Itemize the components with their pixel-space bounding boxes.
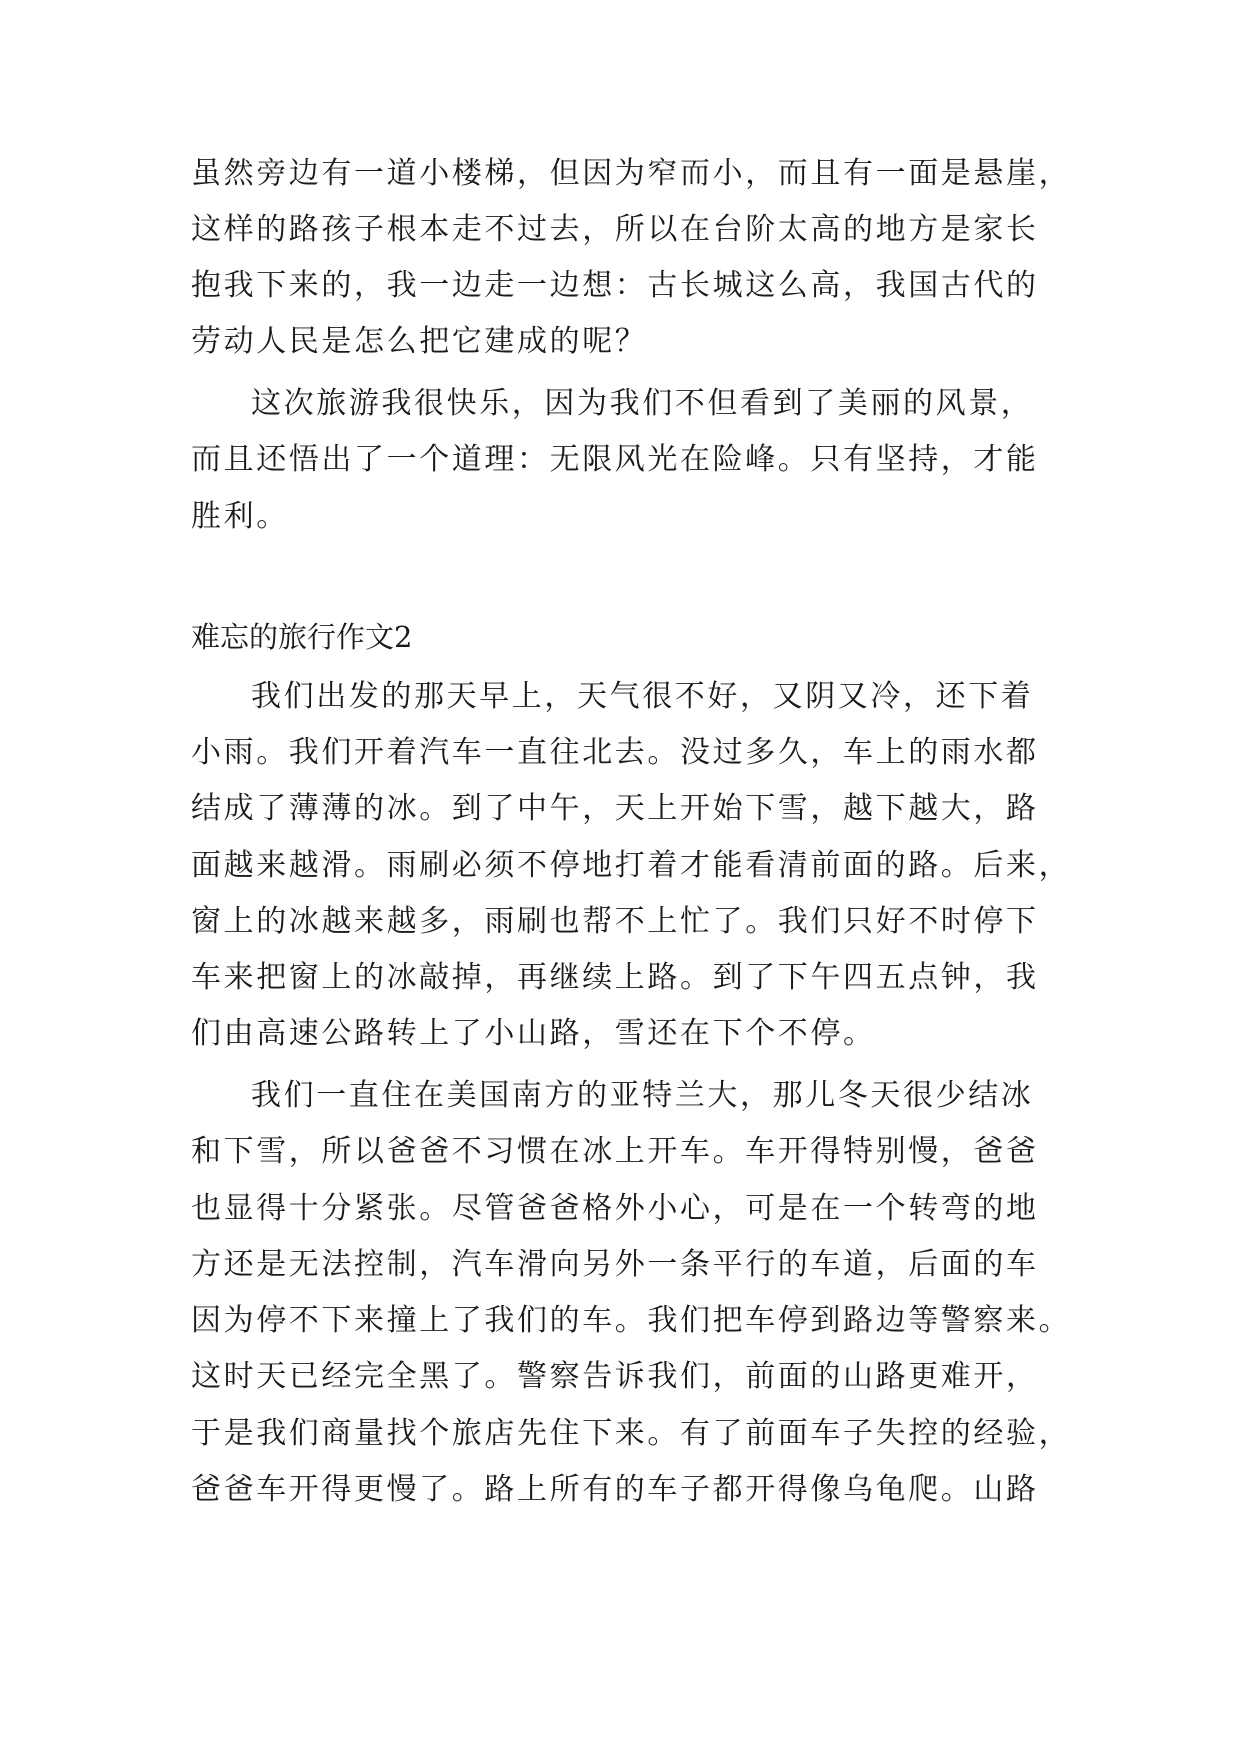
text-line: 小雨。我们开着汽车一直往北去。没过多久，车上的雨水都 bbox=[191, 735, 1039, 770]
text-line: 这时天已经完全黑了。警察告诉我们，前面的山路更难开， bbox=[191, 1359, 1039, 1394]
text-line: 劳动人民是怎么把它建成的呢？ bbox=[191, 324, 648, 359]
paragraph-first-line: 这次旅游我很快乐，因为我们不但看到了美丽的风景， bbox=[251, 386, 1034, 421]
text-line: 和下雪，所以爸爸不习惯在冰上开车。车开得特别慢，爸爸 bbox=[191, 1134, 1039, 1169]
text-line: 虽然旁边有一道小楼梯，但因为窄而小，而且有一面是悬崖， bbox=[191, 156, 1072, 191]
text-line: 抱我下来的，我一边走一边想：古长城这么高，我国古代的 bbox=[191, 268, 1039, 303]
paragraph-first-line: 我们出发的那天早上，天气很不好，又阴又冷，还下着 bbox=[251, 679, 1034, 714]
text-line: 结成了薄薄的冰。到了中午，天上开始下雪，越下越大，路 bbox=[191, 791, 1039, 826]
essay-title: 难忘的旅行作文2 bbox=[191, 620, 413, 654]
paragraph-first-line: 我们一直住在美国南方的亚特兰大，那儿冬天很少结冰 bbox=[251, 1078, 1034, 1113]
text-line: 方还是无法控制，汽车滑向另外一条平行的车道，后面的车 bbox=[191, 1247, 1039, 1282]
text-line: 车来把窗上的冰敲掉，再继续上路。到了下午四五点钟，我 bbox=[191, 960, 1039, 995]
text-line: 而且还悟出了一个道理：无限风光在险峰。只有坚持，才能 bbox=[191, 442, 1039, 477]
text-line: 窗上的冰越来越多，雨刷也帮不上忙了。我们只好不时停下 bbox=[191, 904, 1039, 939]
text-line: 也显得十分紧张。尽管爸爸格外小心，可是在一个转弯的地 bbox=[191, 1191, 1039, 1226]
text-line: 胜利。 bbox=[191, 499, 289, 534]
text-line: 因为停不下来撞上了我们的车。我们把车停到路边等警察来。 bbox=[191, 1303, 1072, 1338]
text-line: 爸爸车开得更慢了。路上所有的车子都开得像乌龟爬。山路 bbox=[191, 1472, 1039, 1507]
text-line: 于是我们商量找个旅店先住下来。有了前面车子失控的经验， bbox=[191, 1416, 1072, 1451]
text-line: 们由高速公路转上了小山路，雪还在下个不停。 bbox=[191, 1016, 876, 1051]
text-line: 面越来越滑。雨刷必须不停地打着才能看清前面的路。后来， bbox=[191, 848, 1072, 883]
text-line: 这样的路孩子根本走不过去，所以在台阶太高的地方是家长 bbox=[191, 212, 1039, 247]
